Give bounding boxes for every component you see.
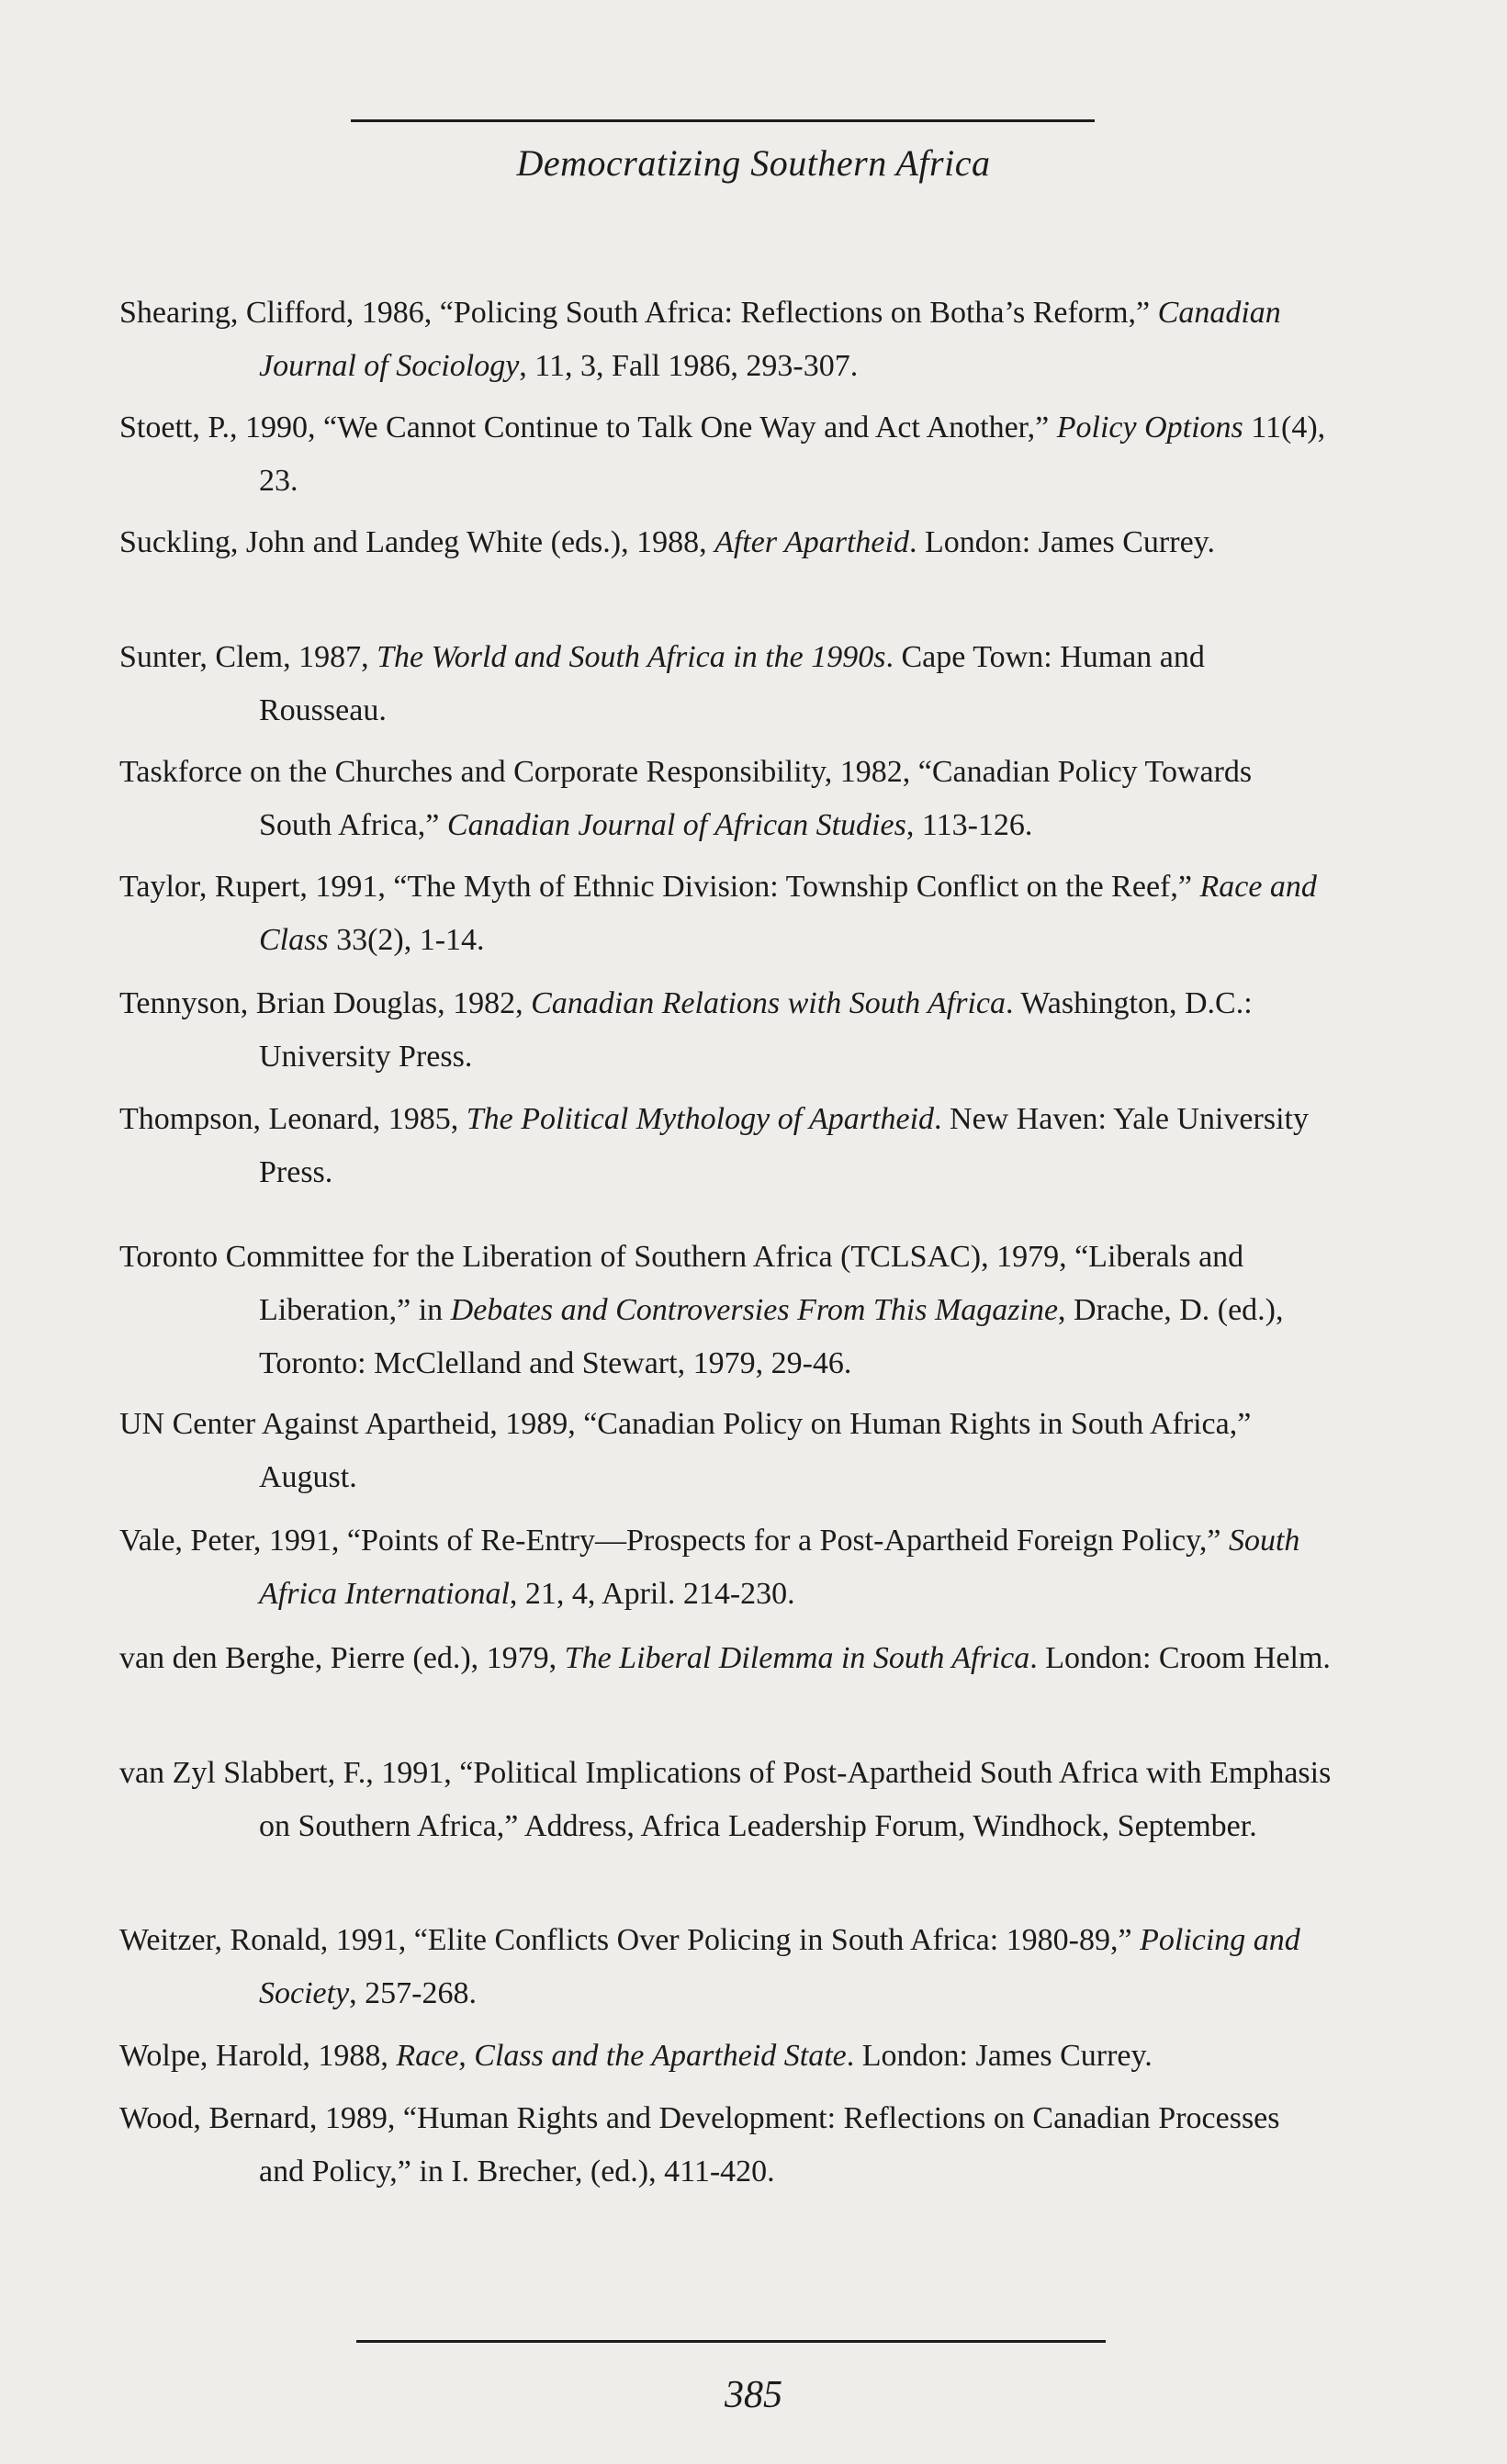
reference-entry: Vale, Peter, 1991, “Points of Re-Entry—Prospects for a Post-Apartheid Foreign Policy,” South Africa International, 21, 4, April. 214-230. xyxy=(119,1524,1300,1611)
page-number: 385 xyxy=(725,2374,782,2416)
reference-entry: van den Berghe, Pierre (ed.), 1979, The Liberal Dilemma in South Africa. London: Croom Helm. xyxy=(119,1641,1331,1675)
reference-entry: UN Center Against Apartheid, 1989, “Canadian Policy on Human Rights in South Africa,” August. xyxy=(119,1407,1252,1494)
reference-entry: Toronto Committee for the Liberation of Southern Africa (TCLSAC), 1979, “Liberals and Liberation,” in Debates and Controversies From This Magazine, Drache, D. (ed.), Toronto: McClelland and Stewart, 1979, 29-46. xyxy=(119,1240,1284,1380)
reference-entry: Taylor, Rupert, 1991, “The Myth of Ethnic Division: Township Conflict on the Reef,” Race and Class 33(2), 1-14. xyxy=(119,870,1317,957)
reference-entry: Weitzer, Ronald, 1991, “Elite Conflicts Over Policing in South Africa: 1980-89,” Policing and Society, 257-268. xyxy=(119,1923,1300,2010)
running-header-title: Democratizing Southern Africa xyxy=(516,142,991,184)
reference-entry: Tennyson, Brian Douglas, 1982, Canadian Relations with South Africa. Washington, D.C.: University Press. xyxy=(119,986,1253,1074)
reference-entry: Wood, Bernard, 1989, “Human Rights and Development: Reflections on Canadian Processes and Policy,” in I. Brecher, (ed.), 411-420. xyxy=(119,2101,1280,2188)
reference-entry: Shearing, Clifford, 1986, “Policing South Africa: Reflections on Botha’s Reform,” Canadian Journal of Sociology, 11, 3, Fall 1986, 293-307. xyxy=(119,296,1281,383)
reference-entry: Wolpe, Harold, 1988, Race, Class and the Apartheid State. London: James Currey. xyxy=(119,2039,1153,2073)
footer-rule xyxy=(356,2340,1106,2343)
reference-entry: Taskforce on the Churches and Corporate Responsibility, 1982, “Canadian Policy Towards South Africa,” Canadian Journal of African Studies, 113-126. xyxy=(119,755,1253,842)
reference-entry: van Zyl Slabbert, F., 1991, “Political Implications of Post-Apartheid South Africa with Emphasis on Southern Africa,” Address, Africa Leadership Forum, Windhock, September. xyxy=(119,1756,1332,1843)
reference-entry: Thompson, Leonard, 1985, The Political Mythology of Apartheid. New Haven: Yale University Press. xyxy=(119,1102,1309,1189)
reference-entry: Sunter, Clem, 1987, The World and South Africa in the 1990s. Cape Town: Human and Rousseau. xyxy=(119,640,1205,727)
header-rule xyxy=(351,119,1095,122)
reference-entry: Stoett, P., 1990, “We Cannot Continue to Talk One Way and Act Another,” Policy Options 11(4), 23. xyxy=(119,411,1326,498)
reference-entry: Suckling, John and Landeg White (eds.), 1988, After Apartheid. London: James Currey. xyxy=(119,525,1215,559)
